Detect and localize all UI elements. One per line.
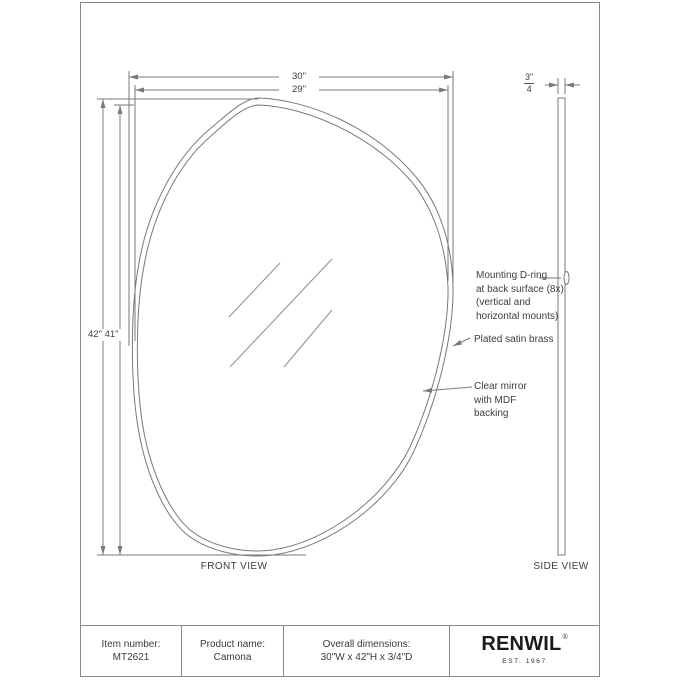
- overall-dimensions-value: 30"W x 42"H x 3/4"D: [320, 652, 413, 663]
- d-ring-marker: [564, 272, 569, 285]
- reflection-lines: [229, 259, 332, 367]
- spec-table: [81, 625, 599, 676]
- mounting-note-line-2: at back surface (8x): [476, 283, 564, 295]
- overall-dimensions-label: Overall dimensions:: [322, 639, 411, 650]
- item-number-cell: [81, 626, 181, 676]
- overall-dimensions-cell: [283, 626, 449, 676]
- height-dimension-lines: [97, 99, 306, 555]
- dimension-label-outer-width: 30": [279, 71, 319, 83]
- dimension-label-inner-width: 29": [279, 84, 319, 96]
- product-name-label: Product name:: [199, 639, 266, 650]
- mounting-note-line-1: Mounting D-ring: [476, 270, 548, 281]
- depth-denominator: 4: [526, 84, 532, 94]
- frame-finish-note: Plated satin brass: [474, 334, 554, 345]
- dimension-label-depth: [524, 73, 534, 94]
- mirror-note-line-2: with MDF: [474, 394, 517, 406]
- mirror-note-line-3: backing: [474, 408, 509, 419]
- dimension-label-heights: 42" 41": [88, 329, 119, 340]
- mirror-material-note: [474, 380, 527, 421]
- mounting-note: [476, 269, 564, 323]
- side-view-bar: [558, 98, 565, 555]
- spec-sheet: [80, 2, 600, 677]
- brand-established: EST. 1967: [502, 658, 547, 665]
- item-number-label: Item number:: [101, 639, 161, 650]
- side-view-label: SIDE VIEW: [533, 561, 589, 572]
- depth-dimension-lines: [545, 78, 580, 94]
- mirror-inner-outline: [137, 105, 448, 551]
- mounting-note-line-3: (vertical and: [476, 297, 531, 308]
- brand-cell: [449, 626, 599, 676]
- brand-logo: [481, 634, 567, 654]
- mirror-note-line-1: Clear mirror: [474, 381, 527, 392]
- product-name-value: Camona: [213, 652, 252, 663]
- mirror-outer-outline: [132, 98, 453, 556]
- brand-name: RENWIL: [481, 633, 562, 655]
- registered-trademark-icon: ®: [562, 634, 568, 641]
- mounting-note-line-4: horizontal mounts): [476, 310, 559, 322]
- depth-numerator: 3": [525, 72, 534, 82]
- front-view-label: FRONT VIEW: [200, 561, 268, 572]
- item-number-value: MT2621: [112, 652, 150, 663]
- width-dimension-lines: [129, 71, 453, 346]
- product-name-cell: [181, 626, 283, 676]
